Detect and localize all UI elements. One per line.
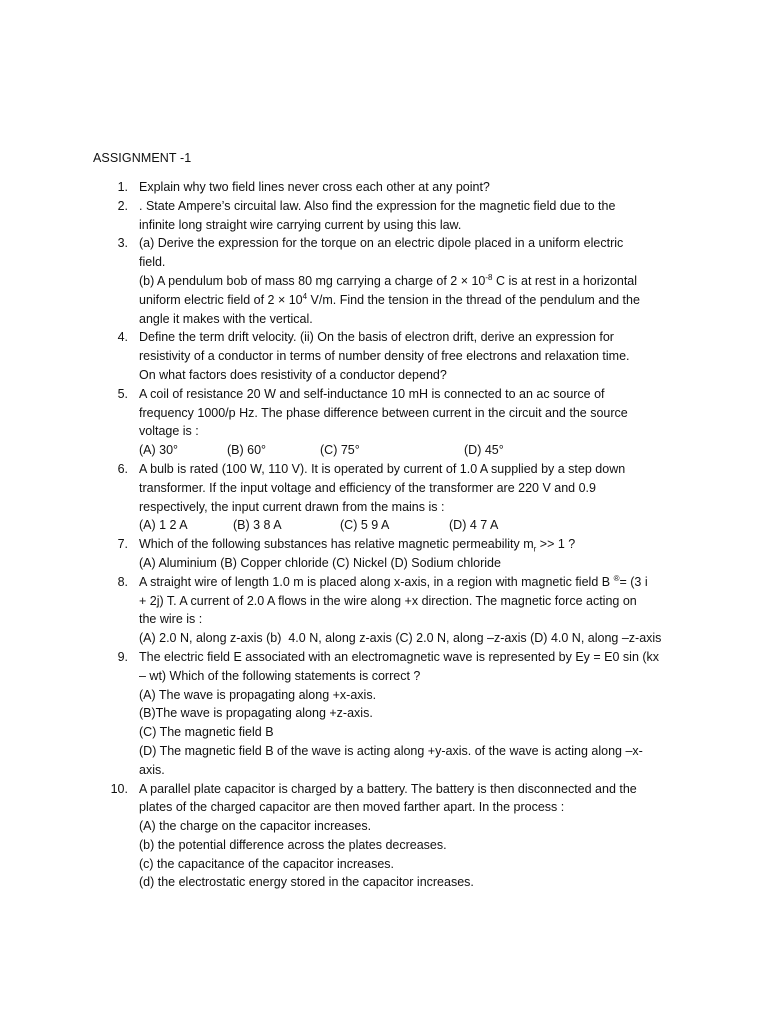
assignment-title: ASSIGNMENT -1 — [93, 151, 192, 165]
question-text: Explain why two field lines never cross each other at any point? — [139, 180, 490, 194]
question-part-b-line: uniform electric field of $2 \times 10^4$ V/m. Find the tension in the thread of the pendulum and the — [139, 291, 640, 307]
question-text: transformer. If the input voltage and efficiency of the transformer are 220 V and 0.9 — [139, 480, 596, 495]
question-text: A bulb is rated (100 W, 110 V). It is operated by current of 1.0 A supplied by a step down — [139, 461, 626, 476]
question-text: infinite long straight wire carrying current by using this law. — [139, 217, 462, 232]
question-text: A parallel plate capacitor is charged by a battery. The battery is then disconnected and the — [139, 781, 637, 796]
question-text: field. — [139, 255, 166, 270]
vector-symbol: ® — [613, 573, 620, 583]
option-c: (c) the capacitance of the capacitor increases. — [139, 856, 394, 871]
exponent: 4 — [302, 291, 308, 301]
question-number: 10. — [110, 781, 128, 796]
question-number: 7. — [117, 537, 128, 552]
question-text: – wt) Which of the following statements is correct ? — [139, 668, 421, 683]
option-b: (B) 60° — [227, 443, 267, 458]
question-options-line: (A) 2.0 N, along z-axis (b) 4.0 N, along z-axis (C) 2.0 N, along –z-axis (D) 4.0 N, along –z-axis — [139, 631, 662, 646]
subscript: r — [533, 544, 537, 554]
option-b: (B)The wave is propagating along +z-axis. — [139, 706, 373, 721]
question-4 — [106, 328, 686, 384]
option-d: (d) the electrostatic energy stored in the capacitor increases. — [139, 875, 474, 890]
option-b: (b) the potential difference across the plates decreases. — [139, 837, 447, 852]
question-2 — [106, 197, 686, 235]
question-text: Define the term drift velocity. (ii) On the basis of electron drift, derive an expression for — [139, 330, 614, 345]
option-c: (C) 5 9 A — [340, 518, 390, 533]
question-8 — [106, 573, 686, 648]
question-text: + 2j) T. A current of 2.0 A flows in the wire along +x direction. The magnetic force acting on — [139, 593, 637, 608]
question-text: On what factors does resistivity of a conductor depend? — [139, 367, 447, 382]
option-b: (B) 3 8 A — [233, 518, 282, 533]
question-text: . State Ampere’s circuital law. Also find the expression for the magnetic field due to the — [139, 198, 616, 213]
question-number: 4. — [117, 330, 128, 345]
question-text: respectively, the input current drawn from the mains is : — [139, 499, 445, 514]
question-text: the wire is : — [139, 612, 203, 627]
option-a: (A) 30° — [139, 443, 179, 458]
question-3 — [106, 234, 686, 328]
question-text: resistivity of a conductor in terms of number density of free electrons and relaxation time. — [139, 349, 630, 364]
question-text: frequency 1000/p Hz. The phase difference between current in the circuit and the source — [139, 405, 628, 420]
answer-options — [139, 441, 686, 460]
question-text: voltage is : — [139, 424, 199, 439]
option-a: (A) The wave is propagating along +x-axis. — [139, 687, 377, 702]
exponent: -8 — [485, 272, 493, 282]
question-part-b-line: (b) A pendulum bob of mass 80 mg carrying a charge of $2 \times 10^{-8}$ C is at rest in a horizontal — [139, 272, 638, 288]
question-text: (a) Derive the expression for the torque on an electric dipole placed in a uniform electric — [139, 236, 624, 251]
question-number: 3. — [117, 236, 128, 251]
option-a: (A) the charge on the capacitor increases. — [139, 819, 372, 834]
question-number: 6. — [117, 461, 128, 476]
question-6 — [106, 460, 686, 535]
option-a: (A) 1 2 A — [139, 518, 188, 533]
question-1 — [106, 178, 686, 197]
question-number: 2. — [117, 198, 128, 213]
question-text: Which of the following substances has relative magnetic permeability $m_r >> 1$ ? — [139, 537, 576, 554]
question-part-b-line: angle it makes with the vertical. — [139, 311, 313, 326]
option-c: (C) 75° — [320, 443, 360, 458]
option-d-continued: axis. — [139, 762, 165, 777]
question-number: 5. — [117, 386, 128, 401]
question-5 — [106, 385, 686, 460]
question-9 — [106, 648, 686, 780]
question-text: A coil of resistance 20 W and self-inductance 10 mH is connected to an ac source of — [139, 386, 605, 401]
question-list — [106, 178, 686, 892]
question-7 — [106, 535, 686, 573]
question-number: 9. — [117, 649, 128, 664]
question-number: 8. — [117, 574, 128, 589]
question-text: plates of the charged capacitor are then moved farther apart. In the process : — [139, 800, 565, 815]
option-d: (D) 45° — [464, 443, 504, 458]
option-c: (C) The magnetic field B — [139, 725, 274, 740]
question-text: The electric field E associated with an electromagnetic wave is represented by Ey = E0 sin (kx — [139, 649, 660, 664]
option-d: (D) 4 7 A — [449, 518, 499, 533]
question-10 — [106, 780, 686, 893]
question-options-line: (A) Aluminium (B) Copper chloride (C) Nickel (D) Sodium chloride — [139, 555, 501, 570]
answer-options — [139, 516, 686, 535]
question-number: 1. — [117, 180, 128, 194]
question-text: A straight wire of length 1.0 m is placed along x-axis, in a region with magnetic field B ®= (3 i — [139, 573, 648, 589]
option-d: (D) The magnetic field B of the wave is acting along +y-axis. of the wave is acting along –x- — [139, 743, 643, 758]
